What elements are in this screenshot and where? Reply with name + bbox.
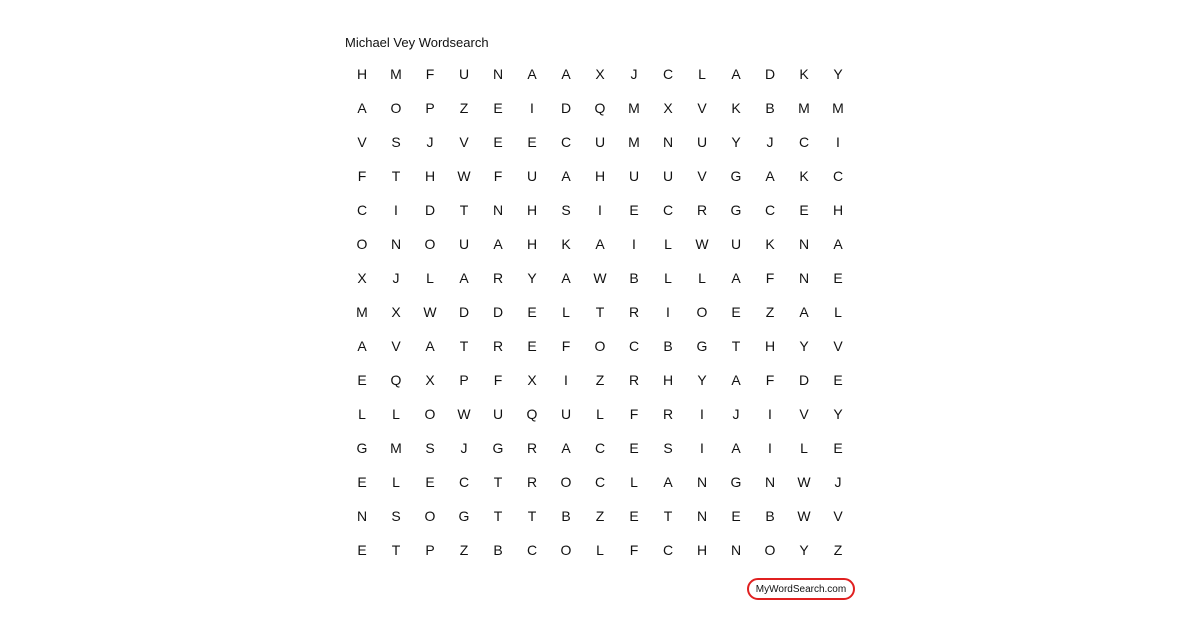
grid-letter[interactable]: H [696,542,708,558]
grid-letter[interactable]: A [833,236,843,252]
grid-letter[interactable]: S [391,508,401,524]
grid-letter[interactable]: U [696,134,708,150]
grid-letter[interactable]: Z [595,508,605,524]
grid-letter[interactable]: K [731,100,741,116]
grid-letter[interactable]: I [666,304,670,320]
grid-letter[interactable]: Z [459,100,469,116]
grid-letter[interactable]: G [492,440,504,456]
grid-letter[interactable]: E [357,372,367,388]
grid-letter[interactable]: A [731,440,741,456]
grid-letter[interactable]: B [765,100,775,116]
grid-letter[interactable]: X [357,270,367,286]
grid-letter[interactable]: S [561,202,571,218]
grid-letter[interactable]: T [459,338,469,354]
grid-letter[interactable]: Y [799,338,809,354]
grid-letter[interactable]: E [425,474,435,490]
grid-letter[interactable]: J [460,440,468,456]
grid-letter[interactable]: C [526,542,538,558]
grid-letter[interactable]: A [595,236,605,252]
grid-letter[interactable]: P [425,100,435,116]
grid-letter[interactable]: H [356,66,368,82]
grid-letter[interactable]: H [832,202,844,218]
grid-letter[interactable]: L [664,236,672,252]
grid-letter[interactable]: A [357,100,367,116]
grid-letter[interactable]: O [560,542,572,558]
grid-letter[interactable]: L [596,542,604,558]
grid-letter[interactable]: F [357,168,367,184]
grid-letter[interactable]: G [730,474,742,490]
grid-letter[interactable]: L [596,406,604,422]
grid-letter[interactable]: Q [390,372,402,388]
grid-letter[interactable]: N [390,236,402,252]
grid-letter[interactable]: I [598,202,602,218]
grid-letter[interactable]: C [356,202,368,218]
grid-letter[interactable]: O [424,236,436,252]
grid-letter[interactable]: W [797,474,811,490]
grid-letter[interactable]: V [459,134,469,150]
grid-letter[interactable]: M [390,440,402,456]
grid-letter[interactable]: M [356,304,368,320]
grid-letter[interactable]: W [423,304,437,320]
grid-letter[interactable]: C [662,542,674,558]
grid-letter[interactable]: N [696,508,708,524]
grid-letter[interactable]: X [425,372,435,388]
grid-letter[interactable]: F [561,338,571,354]
grid-letter[interactable]: W [797,508,811,524]
puzzle-title: Michael Vey Wordsearch [345,35,489,50]
grid-letter[interactable]: R [526,474,538,490]
grid-letter[interactable]: E [357,474,367,490]
grid-letter[interactable]: M [628,100,640,116]
grid-letter[interactable]: C [798,134,810,150]
grid-letter[interactable]: C [594,474,606,490]
grid-letter[interactable]: E [357,542,367,558]
grid-letter[interactable]: C [458,474,470,490]
grid-letter[interactable]: A [731,66,741,82]
grid-letter[interactable]: F [425,66,435,82]
grid-letter[interactable]: H [526,236,538,252]
grid-letter[interactable]: J [426,134,434,150]
grid-letter[interactable]: U [594,134,606,150]
grid-letter[interactable]: O [356,236,368,252]
grid-letter[interactable]: I [768,406,772,422]
grid-letter[interactable]: S [663,440,673,456]
grid-letter[interactable]: G [458,508,470,524]
grid-letter[interactable]: K [561,236,571,252]
grid-letter[interactable]: R [492,270,504,286]
grid-letter[interactable]: D [764,66,776,82]
grid-letter[interactable]: Y [833,66,843,82]
grid-letter[interactable]: T [595,304,605,320]
grid-letter[interactable]: B [629,270,639,286]
grid-letter[interactable]: U [458,66,470,82]
grid-letter[interactable]: C [628,338,640,354]
grid-letter[interactable]: U [662,168,674,184]
grid-letter[interactable]: J [766,134,774,150]
grid-letter[interactable]: C [832,168,844,184]
grid-letter[interactable]: R [628,372,640,388]
grid-letter[interactable]: T [391,542,401,558]
grid-letter[interactable]: A [561,440,571,456]
grid-letter[interactable]: B [561,508,571,524]
grid-letter[interactable]: L [426,270,434,286]
grid-letter[interactable]: A [493,236,503,252]
grid-letter[interactable]: E [527,338,537,354]
grid-letter[interactable]: N [492,66,504,82]
grid-letter[interactable]: J [630,66,638,82]
grid-letter[interactable]: R [662,406,674,422]
grid-letter[interactable]: Y [833,406,843,422]
grid-letter[interactable]: E [833,270,843,286]
grid-letter[interactable]: W [457,406,471,422]
grid-letter[interactable]: W [457,168,471,184]
grid-letter[interactable]: Y [697,372,707,388]
grid-letter[interactable]: O [696,304,708,320]
grid-letter[interactable]: N [730,542,742,558]
grid-letter[interactable]: H [594,168,606,184]
grid-letter[interactable]: U [560,406,572,422]
grid-letter[interactable]: V [697,100,707,116]
grid-letter[interactable]: U [492,406,504,422]
grid-letter[interactable]: L [562,304,570,320]
grid-letter[interactable]: R [696,202,708,218]
grid-letter[interactable]: A [765,168,775,184]
grid-letter[interactable]: V [799,406,809,422]
grid-letter[interactable]: X [663,100,673,116]
grid-letter[interactable]: X [527,372,537,388]
grid-letter[interactable]: I [530,100,534,116]
grid-letter[interactable]: F [765,270,775,286]
grid-letter[interactable]: H [764,338,776,354]
grid-letter[interactable]: I [632,236,636,252]
grid-letter[interactable]: V [357,134,367,150]
grid-letter[interactable]: D [560,100,572,116]
grid-letter[interactable]: H [662,372,674,388]
grid-letter[interactable]: A [425,338,435,354]
grid-letter[interactable]: B [493,542,503,558]
grid-letter[interactable]: K [799,168,809,184]
grid-letter[interactable]: E [629,508,639,524]
grid-letter[interactable]: C [560,134,572,150]
grid-letter[interactable]: A [527,66,537,82]
grid-letter[interactable]: U [526,168,538,184]
grid-letter[interactable]: V [833,508,843,524]
grid-letter[interactable]: F [629,542,639,558]
grid-letter[interactable]: S [425,440,435,456]
grid-letter[interactable]: H [526,202,538,218]
grid-letter[interactable]: R [526,440,538,456]
grid-letter[interactable]: C [764,202,776,218]
grid-letter[interactable]: B [765,508,775,524]
grid-letter[interactable]: L [392,406,400,422]
grid-letter[interactable]: N [492,202,504,218]
grid-letter[interactable]: T [493,508,503,524]
grid-letter[interactable]: G [730,168,742,184]
grid-letter[interactable]: Y [799,542,809,558]
grid-letter[interactable]: Z [833,542,843,558]
grid-letter[interactable]: R [628,304,640,320]
grid-letter[interactable]: C [662,202,674,218]
grid-letter[interactable]: G [696,338,708,354]
grid-letter[interactable]: A [663,474,673,490]
grid-letter[interactable]: C [594,440,606,456]
grid-letter[interactable]: E [731,508,741,524]
grid-letter[interactable]: A [561,168,571,184]
grid-letter[interactable]: Q [526,406,538,422]
grid-letter[interactable]: E [629,440,639,456]
grid-letter[interactable]: N [696,474,708,490]
grid-letter[interactable]: A [357,338,367,354]
grid-letter[interactable]: U [458,236,470,252]
grid-letter[interactable]: K [765,236,775,252]
grid-letter[interactable]: T [663,508,673,524]
grid-letter[interactable]: P [459,372,469,388]
grid-letter[interactable]: O [594,338,606,354]
grid-letter[interactable]: I [700,406,704,422]
grid-letter[interactable]: A [731,372,741,388]
grid-letter[interactable]: O [390,100,402,116]
grid-letter[interactable]: A [799,304,809,320]
grid-letter[interactable]: E [527,304,537,320]
grid-letter[interactable]: M [628,134,640,150]
grid-letter[interactable]: Z [459,542,469,558]
grid-letter[interactable]: T [527,508,537,524]
grid-letter[interactable]: T [731,338,741,354]
grid-letter[interactable]: X [595,66,605,82]
mywordsearch-link[interactable]: MyWordSearch.com [747,578,855,600]
grid-letter[interactable]: W [695,236,709,252]
grid-letter[interactable]: E [731,304,741,320]
grid-letter[interactable]: X [391,304,401,320]
grid-letter[interactable]: E [799,202,809,218]
grid-letter[interactable]: M [798,100,810,116]
grid-letter[interactable]: I [394,202,398,218]
grid-letter[interactable]: Y [527,270,537,286]
grid-letter[interactable]: K [799,66,809,82]
grid-letter[interactable]: M [390,66,402,82]
grid-letter[interactable]: D [492,304,504,320]
grid-letter[interactable]: E [493,100,503,116]
grid-letter[interactable]: T [493,474,503,490]
grid-letter[interactable]: O [560,474,572,490]
grid-letter[interactable]: F [493,168,503,184]
grid-letter[interactable]: V [391,338,401,354]
grid-letter[interactable]: Z [765,304,775,320]
grid-letter[interactable]: U [730,236,742,252]
grid-letter[interactable]: N [356,508,368,524]
letter-grid [345,57,855,567]
grid-letter[interactable]: U [628,168,640,184]
grid-letter[interactable]: H [424,168,436,184]
grid-letter[interactable]: N [798,236,810,252]
grid-letter[interactable]: N [764,474,776,490]
grid-letter[interactable]: L [800,440,808,456]
grid-letter[interactable]: P [425,542,435,558]
grid-letter[interactable]: E [833,440,843,456]
grid-letter[interactable]: M [832,100,844,116]
grid-letter[interactable]: I [700,440,704,456]
grid-letter[interactable]: I [836,134,840,150]
grid-letter[interactable]: A [459,270,469,286]
grid-letter[interactable]: L [358,406,366,422]
grid-letter[interactable]: L [630,474,638,490]
grid-letter[interactable]: I [564,372,568,388]
grid-letter[interactable]: L [698,66,706,82]
grid-letter[interactable]: J [834,474,842,490]
grid-letter[interactable]: F [765,372,775,388]
grid-letter[interactable]: A [731,270,741,286]
grid-letter[interactable]: D [424,202,436,218]
grid-letter[interactable]: O [424,406,436,422]
grid-letter[interactable]: I [768,440,772,456]
grid-letter[interactable]: E [527,134,537,150]
grid-letter[interactable]: T [391,168,401,184]
grid-letter[interactable]: N [662,134,674,150]
grid-letter[interactable]: B [663,338,673,354]
grid-letter[interactable]: E [493,134,503,150]
grid-letter[interactable]: T [459,202,469,218]
grid-letter[interactable]: R [492,338,504,354]
grid-letter[interactable]: Z [595,372,605,388]
grid-letter[interactable]: O [764,542,776,558]
grid-letter[interactable]: L [664,270,672,286]
grid-letter[interactable]: N [798,270,810,286]
grid-letter[interactable]: E [833,372,843,388]
grid-letter[interactable]: L [392,474,400,490]
grid-letter[interactable]: D [798,372,810,388]
grid-letter[interactable]: A [561,270,571,286]
grid-letter[interactable]: V [697,168,707,184]
grid-letter[interactable]: S [391,134,401,150]
grid-letter[interactable]: A [561,66,571,82]
grid-letter[interactable]: Q [594,100,606,116]
grid-letter[interactable]: G [730,202,742,218]
grid-letter[interactable]: E [629,202,639,218]
grid-letter[interactable]: F [493,372,503,388]
grid-letter[interactable]: D [458,304,470,320]
grid-letter[interactable]: L [834,304,842,320]
grid-letter[interactable]: O [424,508,436,524]
grid-letter[interactable]: G [356,440,368,456]
grid-letter[interactable]: W [593,270,607,286]
grid-letter[interactable]: J [732,406,740,422]
grid-letter[interactable]: F [629,406,639,422]
grid-letter[interactable]: V [833,338,843,354]
grid-letter[interactable]: Y [731,134,741,150]
grid-letter[interactable]: L [698,270,706,286]
grid-letter[interactable]: J [392,270,400,286]
grid-letter[interactable]: C [662,66,674,82]
